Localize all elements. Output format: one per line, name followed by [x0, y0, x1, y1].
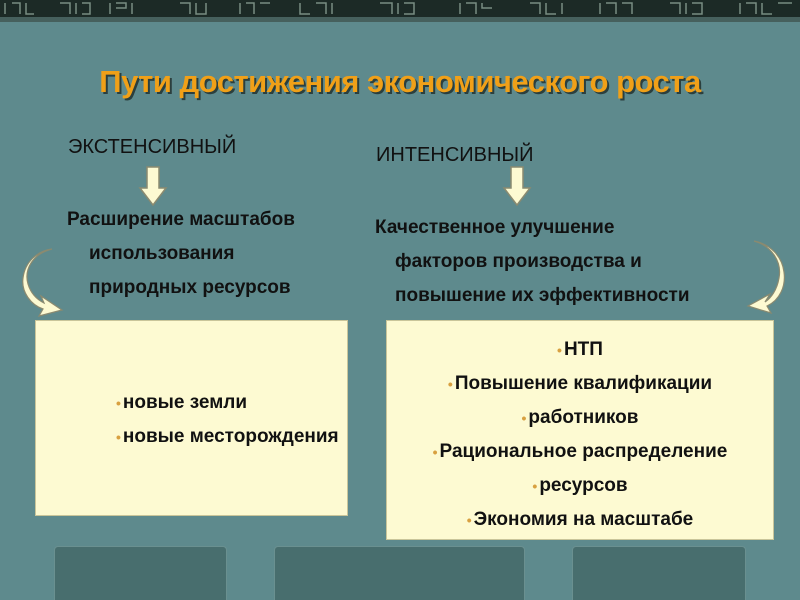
description-line: природных ресурсов [89, 277, 291, 298]
page-title: Пути достижения экономического роста [99, 64, 701, 99]
extensive-examples-box [35, 320, 348, 516]
bullet-icon: • [432, 444, 438, 461]
list-item [387, 333, 773, 367]
curved-arrow-icon [744, 238, 786, 314]
curved-arrow-icon [22, 246, 72, 318]
footer-tab [274, 546, 525, 600]
list-item [387, 469, 773, 503]
bullet-icon: • [447, 376, 453, 393]
bullet-icon: • [116, 429, 121, 446]
list-item-label: Рациональное распределение [439, 441, 728, 463]
footer-tab [572, 546, 746, 600]
description-line: использования [89, 243, 235, 264]
list-item-label: ресурсов [539, 475, 628, 497]
bullet-icon: • [521, 410, 527, 427]
description-line: Расширение масштабов [67, 209, 295, 230]
list-item [116, 420, 339, 454]
down-arrow-icon [502, 166, 532, 206]
header-divider [0, 17, 800, 22]
intensive-examples-box [386, 320, 774, 540]
footer-tab [54, 546, 227, 600]
list-item [387, 435, 773, 469]
bullet-icon: • [532, 478, 538, 495]
list-item-label: НТП [563, 339, 603, 361]
list-item-label: Экономия на масштабе [473, 509, 694, 531]
extensive-header: ЭКСТЕНСИВНЫЙ [68, 136, 237, 158]
list-item-label: новые земли [122, 392, 248, 414]
intensive-description [375, 211, 690, 313]
list-item [116, 386, 339, 420]
intensive-header: ИНТЕНСИВНЫЙ [376, 144, 534, 166]
list-item [387, 503, 773, 537]
list-item-label: работников [528, 407, 639, 429]
bullet-icon: • [557, 342, 562, 358]
down-arrow-icon [138, 166, 168, 206]
intensive-examples-list [387, 333, 773, 537]
extensive-examples-list [116, 386, 339, 454]
description-line: повышение их эффективности [395, 285, 690, 306]
list-item-label: Повышение квалификации [454, 373, 713, 395]
circuit-header-strip [0, 0, 800, 17]
list-item-label: новые месторождения [122, 426, 339, 448]
description-line: факторов производства и [395, 251, 642, 272]
bullet-icon: • [116, 395, 121, 411]
list-item [387, 367, 773, 401]
bullet-icon: • [466, 512, 472, 529]
description-line: Качественное улучшение [375, 217, 615, 238]
extensive-description [67, 203, 295, 305]
list-item [387, 401, 773, 435]
